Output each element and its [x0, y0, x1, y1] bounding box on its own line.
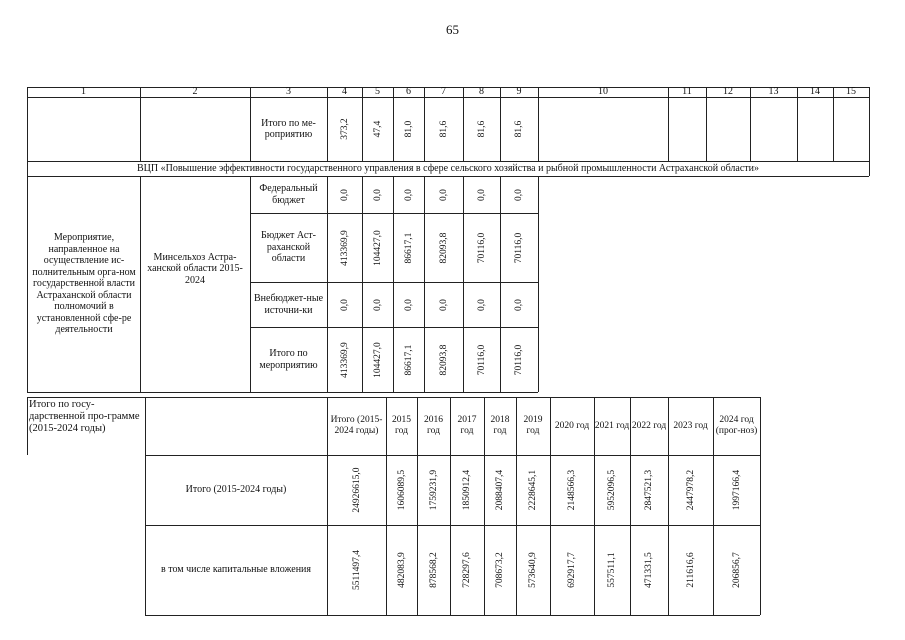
- rule-line: [760, 397, 761, 615]
- rule-line: [463, 87, 464, 161]
- value-cell: 0,0: [372, 188, 383, 201]
- funding-source-label: Федеральный бюджет: [259, 183, 318, 206]
- summary-value-cell: 5952096,5: [607, 469, 617, 511]
- column-number: 1: [81, 86, 86, 98]
- column-number: 5: [375, 86, 380, 98]
- rule-line: [538, 176, 539, 392]
- column-number: 11: [682, 86, 692, 98]
- rule-line: [833, 87, 834, 161]
- rule-line: [750, 87, 751, 161]
- summary-value-cell: 2847521,3: [644, 469, 654, 511]
- rule-line: [250, 176, 251, 392]
- value-cell: 0,0: [514, 298, 524, 311]
- summary-value-cell: 1759231,9: [428, 469, 439, 511]
- summary-header: 2015 год: [392, 415, 411, 436]
- funding-source-label: Внебюджет-ные источни-ки: [253, 293, 324, 316]
- summary-value-cell: 728297,6: [462, 552, 472, 588]
- value-cell: 0,0: [476, 298, 487, 311]
- value-cell: 70116,0: [476, 232, 487, 263]
- rule-line: [145, 615, 760, 616]
- value-cell: 70116,0: [514, 344, 524, 375]
- summary-header: 2019 год: [523, 415, 543, 436]
- summary-value-cell: 482083,9: [396, 552, 407, 588]
- value-cell: 81,6: [514, 120, 524, 138]
- rule-line: [27, 397, 28, 455]
- rule-line: [27, 97, 869, 98]
- rule-line: [463, 176, 464, 392]
- event-name: Мероприятие, направленное на осуществление ис-полнительным орга-ном государственной власти Астраханской области полномочий в установленной сфе-ре деятельности: [32, 232, 136, 336]
- page-number: 65: [446, 22, 459, 37]
- summary-header: 2024 год (прог-ноз): [715, 415, 758, 436]
- column-number: 6: [406, 86, 411, 98]
- rule-line: [706, 87, 707, 161]
- summary-header: Итого (2015-2024 годы): [330, 415, 383, 436]
- summary-header: 2022 год: [631, 420, 667, 431]
- rule-line: [424, 176, 425, 392]
- summary-value-cell: 1606089,5: [396, 469, 407, 511]
- value-cell: 413369,9: [339, 341, 350, 378]
- rule-line: [140, 87, 141, 161]
- value-cell: 82093,8: [438, 344, 449, 375]
- summary-value-cell: 708673,2: [495, 552, 505, 588]
- value-cell: 0,0: [438, 298, 449, 311]
- value-cell: 0,0: [476, 188, 487, 201]
- column-number: 8: [479, 86, 484, 98]
- summary-value-cell: 557511,1: [607, 552, 617, 588]
- column-number: 14: [810, 86, 820, 98]
- value-cell: 86617,1: [403, 232, 414, 263]
- rule-line: [27, 176, 28, 392]
- funding-source-label: Бюджет Аст-раханской области: [261, 230, 316, 265]
- column-number: 13: [768, 86, 779, 98]
- column-number: 12: [723, 86, 733, 98]
- program-banner: ВЦП «Повышение эффективности государственного управления в сфере сельского хозяйства и рыбной промышленности Астраханской области»: [136, 163, 759, 174]
- rule-line: [500, 87, 501, 161]
- column-number: 7: [441, 86, 446, 98]
- summary-value-cell: 211616,6: [685, 552, 696, 588]
- summary-value-cell: 878568,2: [428, 552, 439, 588]
- value-cell: 0,0: [403, 188, 414, 201]
- rule-line: [362, 87, 363, 161]
- value-cell: 0,0: [438, 188, 449, 201]
- value-cell: 0,0: [339, 188, 350, 201]
- value-cell: 81,0: [403, 120, 414, 138]
- rule-line: [327, 176, 328, 392]
- row-label-total-event: Итого по ме-роприятию: [261, 117, 316, 140]
- summary-value-cell: 573640,9: [528, 552, 538, 588]
- summary-header: 2018 год: [490, 415, 510, 436]
- value-cell: 0,0: [372, 298, 383, 311]
- summary-header: 2021 год: [594, 420, 630, 431]
- value-cell: 0,0: [514, 188, 524, 201]
- rule-line: [424, 87, 425, 161]
- value-cell: 413369,9: [339, 229, 350, 266]
- summary-header: 2016 год: [424, 415, 443, 436]
- column-number: 10: [598, 86, 608, 98]
- value-cell: 0,0: [403, 298, 414, 311]
- column-number: 2: [192, 86, 198, 98]
- rule-line: [327, 87, 328, 161]
- value-cell: 373,2: [339, 118, 350, 140]
- summary-value-cell: 692917,7: [567, 552, 577, 588]
- rule-line: [797, 87, 798, 161]
- summary-title: Итого по госу-дарственной про-грамме (2015-2024 годы): [29, 399, 140, 435]
- column-number: 9: [516, 86, 522, 98]
- summary-header: 2017 год: [457, 415, 477, 436]
- summary-value-cell: 2088407,4: [495, 469, 505, 511]
- rule-line: [362, 176, 363, 392]
- column-number: 3: [286, 86, 291, 98]
- summary-value-cell: 1997166,4: [731, 469, 742, 511]
- rule-line: [27, 87, 28, 161]
- value-cell: 81,6: [438, 120, 449, 138]
- value-cell: 104427,0: [372, 229, 383, 266]
- column-number: 15: [846, 86, 856, 98]
- value-cell: 47,4: [372, 120, 383, 138]
- summary-value-cell: 5511497,4: [351, 549, 362, 591]
- column-number: 4: [342, 86, 347, 98]
- rule-line: [869, 87, 870, 161]
- value-cell: 81,6: [476, 120, 487, 138]
- summary-row-label: Итого (2015-2024 годы): [185, 484, 287, 496]
- rule-line: [869, 161, 870, 176]
- executor: Минсельхоз Астра-ханской области 2015-2024: [147, 251, 243, 286]
- rule-line: [538, 87, 539, 161]
- summary-value-cell: 471331,5: [644, 552, 654, 588]
- value-cell: 104427,0: [372, 341, 383, 378]
- value-cell: 70116,0: [476, 344, 487, 375]
- summary-value-cell: 2228645,1: [528, 469, 538, 511]
- summary-value-cell: 2148566,3: [567, 469, 577, 511]
- summary-header: 2023 год: [673, 420, 708, 431]
- value-cell: 0,0: [339, 298, 350, 311]
- summary-header: 2020 год: [554, 420, 590, 431]
- summary-value-cell: 1850912,4: [462, 469, 472, 511]
- summary-value-cell: 206856,7: [731, 552, 742, 588]
- funding-source-label: Итого по мероприятию: [259, 348, 318, 371]
- rule-line: [140, 176, 141, 392]
- value-cell: 86617,1: [403, 344, 414, 375]
- rule-line: [393, 176, 394, 392]
- summary-value-cell: 2447978,2: [685, 469, 696, 511]
- rule-line: [668, 87, 669, 161]
- summary-row-label: в том числе капитальные вложения: [161, 564, 311, 576]
- value-cell: 82093,8: [438, 232, 449, 263]
- rule-line: [145, 397, 146, 615]
- rule-line: [393, 87, 394, 161]
- value-cell: 70116,0: [514, 232, 524, 263]
- rule-line: [500, 176, 501, 392]
- summary-value-cell: 24926615,0: [351, 467, 362, 513]
- rule-line: [27, 392, 538, 393]
